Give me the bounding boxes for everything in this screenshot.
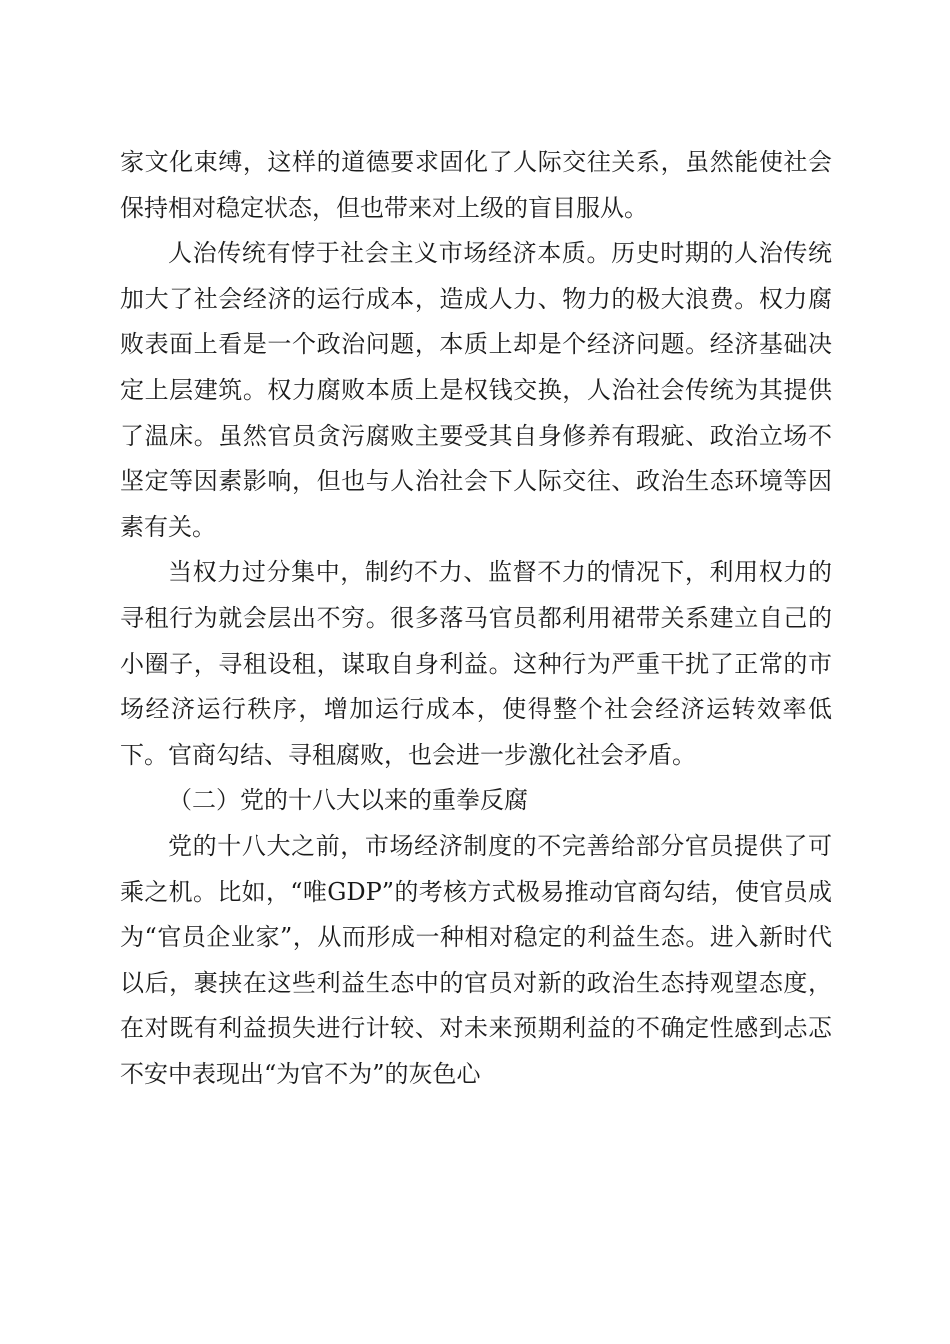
paragraph-continuation: 家文化束缚，这样的道德要求固化了人际交往关系，虽然能使社会保持相对稳定状态，但也带来对上级的盲目服从。 [120,148,832,222]
document-body [120,140,832,1097]
section-heading: （二）党的十八大以来的重拳反腐 [168,786,528,815]
paragraph-rule-of-man-economy: 人治传统有悖于社会主义市场经济本质。历史时期的人治传统加大了社会经济的运行成本，造成人力、物力的极大浪费。权力腐败表面上看是一个政治问题，本质上却是个经济问题。经济基础决定上层建筑。权力腐败本质上是权钱交换，人治社会传统为其提供了温床。虽然官员贪污腐败主要受其自身修养有瑕疵、政治立场不坚定等因素影响，但也与人治社会下人际交往、政治生态环境等因素有关。 [120,239,832,541]
paragraph-rent-seeking: 当权力过分集中，制约不力、监督不力的情况下，利用权力的寻租行为就会层出不穷。很多落马官员都利用裙带关系建立自己的小圈子，寻租设租，谋取自身利益。这种行为严重干扰了正常的市场经济运行秩序，增加运行成本，使得整个社会经济运转效率低下。官商勾结、寻租腐败，也会进一步激化社会矛盾。 [120,558,832,769]
paragraph-before-18th-congress: 党的十八大之前，市场经济制度的不完善给部分官员提供了可乘之机。比如，“唯GDP”的考核方式极易推动官商勾结，使官员成为“官员企业家”，从而形成一种相对稳定的利益生态。进入新时代以后，裹挟在这些利益生态中的官员对新的政治生态持观望态度，在对既有利益损失进行计较、对未来预期利益的不确定性感到忐忑不安中表现出“为官不为”的灰色心 [120,831,832,1088]
